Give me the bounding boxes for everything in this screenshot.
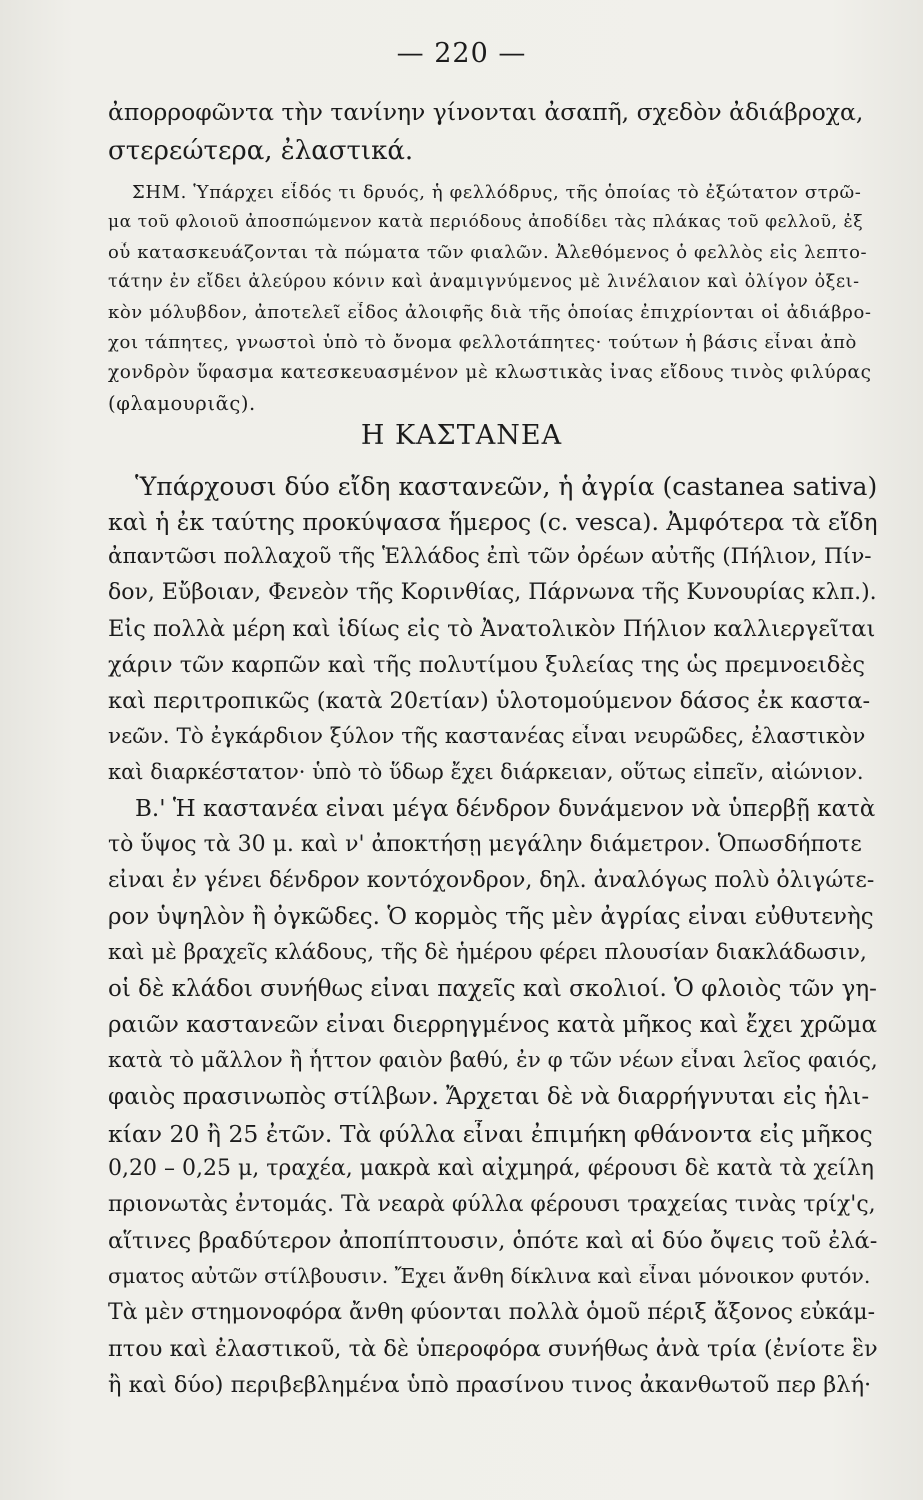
text-line: ἀπαντῶσι πολλαχοῦ τῆς Ἑλλάδος ἐπὶ τῶν ὀρέων αὐτῆς (Πήλιον, Πίν- [108,544,872,569]
text-line: κὸν μόλυβδον, ἀποτελεῖ εἶδος ἀλοιφῆς διὰ τῆς ὁποίας ἐπιχρίονται οἱ ἀδιάβρο- [108,302,872,323]
text-line: καὶ ἡ ἐκ ταύτης προκύψασα ἥμερος (c. vesca). Ἀμφότερα τὰ εἴδη [108,508,878,536]
text-line: δον, Εὔβοιαν, Φενεὸν τῆς Κορινθίας, Πάρνωνα τῆς Κυνουρίας κλπ.). [108,580,877,605]
text-line: Τὰ μὲν στημονοφόρα ἄνθη φύονται πολλὰ ὁμοῦ πέριξ ἄξονος εὐκάμ- [108,1300,876,1325]
text-line: κίαν 20 ἢ 25 ἐτῶν. Τὰ φύλλα εἶναι ἐπιμήκη φθάνοντα εἰς μῆκος [108,1120,873,1148]
text-line: νεῶν. Τὸ ἐγκάρδιον ξύλον τῆς καστανέας εἶναι νευρῶδες, ἐλαστικὸν [108,724,866,749]
text-line: οἱ δὲ κλάδοι συνήθως εἶναι παχεῖς καὶ σκολιοί. Ὁ φλοιὸς τῶν γη- [108,976,877,1002]
text-line: καὶ διαρκέστατον· ὑπὸ τὸ ὕδωρ ἔχει διάρκειαν, οὕτως εἰπεῖν, αἰώνιον. [108,760,864,784]
text-line: Εἰς πολλὰ μέρη καὶ ἰδίως εἰς τὸ Ἀνατολικὸν Πήλιον καλλιεργεῖται [108,616,876,642]
text-line: ραιῶν καστανεῶν εἶναι διερρηγμένος κατὰ μῆκος καὶ ἔχει χρῶμα [108,1012,878,1038]
text-line: σματος αὐτῶν στίλβουσιν. Ἔχει ἄνθη δίκλινα καὶ εἶναι μόνοικον φυτόν. [108,1264,871,1288]
text-line: κατὰ τὸ μᾶλλον ἢ ἧττον φαιὸν βαθύ, ἐν φ τῶν νέων εἶναι λεῖος φαιός, [108,1048,878,1073]
text-line: πριονωτὰς ἐντομάς. Τὰ νεαρὰ φύλλα φέρουσι τραχείας τινὰς τρίχ'ς, [108,1192,876,1217]
text-line: 0,20 – 0,25 μ, τραχέα, μακρὰ καὶ αἰχμηρά, φέρουσι δὲ κατὰ τὰ χείλη [108,1156,874,1181]
text-line: (φλαμουριᾶς). [108,392,256,415]
text-line: τάτην ἐν εἴδει ἀλεύρου κόνιν καὶ ἀναμιγνύμενος μὲ λινέλαιον καὶ ὀλίγον ὀξει- [108,272,860,292]
text-line: χονδρὸν ὕφασμα κατεσκευασμένον μὲ κλωστικὰς ἶνας εἴδους τινὸς φιλύρας [108,362,872,383]
text-line: καὶ περιτροπικῶς (κατὰ 20ετίαν) ὑλοτομούμενον δάσος ἐκ καστα- [108,688,871,714]
text-line: αἵτινες βραδύτερον ἀποπίπτουσιν, ὁπότε καὶ αἱ δύο ὄψεις τοῦ ἐλά- [108,1228,878,1254]
text-line: μα τοῦ φλοιοῦ ἀποσπώμενον κατὰ περιόδους ἀποδίδει τὰς πλάκας τοῦ φελλοῦ, ἐξ [108,212,864,232]
text-line: φαιὸς πρασινωπὸς στίλβων. Ἄρχεται δὲ νὰ διαρρήγνυται εἰς ἡλι- [108,1084,870,1110]
text-line: οὗ κατασκευάζονται τὰ πώματα τῶν φιαλῶν. Ἀλεθόμενος ὁ φελλὸς εἰς λεπτο- [108,242,868,263]
text-line: χοι τάπητες, γνωστοὶ ὑπὸ τὸ ὄνομα φελλοτάπητες· τούτων ἡ βάσις εἶναι ἀπὸ [108,332,857,353]
page-number: — 220 — [396,38,527,69]
text-line: Ὑπάρχουσι δύο εἴδη καστανεῶν, ἡ ἀγρία (castanea sativa) [135,472,878,501]
text-line: στερεώτερα, ἐλαστικά. [108,136,414,166]
text-line: ΣΗΜ. Ὑπάρχει εἶδός τι δρυός, ἡ φελλόδρυς, τῆς ὁποίας τὸ ἐξώτατον στρῶ- [132,182,862,203]
text-line: χάριν τῶν καρπῶν καὶ τῆς πολυτίμου ξυλείας της ὡς πρεμνοειδὲς [108,652,865,678]
text-line: ρον ὑψηλὸν ἢ ὀγκῶδες. Ὁ κορμὸς τῆς μὲν ἀγρίας εἶναι εὐθυτενὴς [108,904,874,930]
text-line: εἶναι ἐν γένει δένδρον κοντόχονδρον, δηλ. ἀναλόγως πολὺ ὀλιγώτε- [108,868,875,893]
text-line: τὸ ὕψος τὰ 30 μ. καὶ ν' ἀποκτήσῃ μεγάλην διάμετρον. Ὁπωσδήποτε [108,832,862,857]
text-line: Β.' Ἡ καστανέα εἶναι μέγα δένδρον δυνάμενον νὰ ὑπερβῇ κατὰ [135,796,876,822]
text-line: πτου καὶ ἐλαστικοῦ, τὰ δὲ ὑπεροφόρα συνήθως ἀνὰ τρία (ἐνίοτε ἓν [108,1336,878,1362]
text-line: ἀπορροφῶντα τὴν τανίνην γίνονται ἀσαπῆ, σχεδὸν ἀδιάβροχα, [108,98,864,126]
text-line: ἢ καὶ δύο) περιβεβλημένα ὑπὸ πρασίνου τινος ἀκανθωτοῦ περ βλή· [108,1372,872,1398]
section-heading: Η ΚΑΣΤΑΝΕΑ [360,420,563,451]
text-line: καὶ μὲ βραχεῖς κλάδους, τῆς δὲ ἡμέρου φέρει πλουσίαν διακλάδωσιν, [108,940,867,965]
